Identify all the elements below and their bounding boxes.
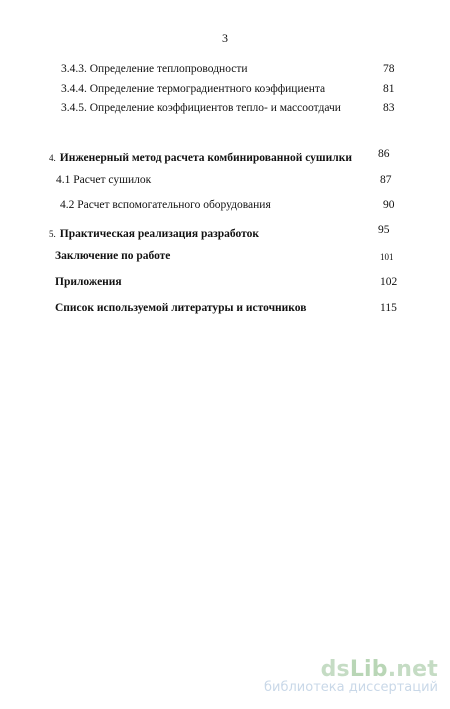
toc-entry-title xyxy=(49,224,259,242)
toc-entry-text: Инженерный метод расчета комбинированной сушилки xyxy=(59,152,352,164)
toc-entry-title: Список используемой литературы и источников xyxy=(55,302,307,314)
toc-entry-title: 3.4.3. Определение теплопроводности xyxy=(61,63,248,75)
toc-entry-page: 83 xyxy=(383,102,395,114)
toc-entry-title: 4.2 Расчет вспомогательного оборудования xyxy=(60,199,271,211)
toc-entry-page: 90 xyxy=(383,199,395,211)
toc-entry-title: 3.4.5. Определение коэффициентов тепло- и массоотдачи xyxy=(61,102,341,114)
watermark xyxy=(264,657,438,695)
toc-entry-page: 86 xyxy=(378,148,390,160)
toc-entry-page: 87 xyxy=(380,174,392,186)
toc-entry-page: 81 xyxy=(383,83,395,95)
toc-entry-title xyxy=(49,148,352,166)
toc-entry-number: 4. xyxy=(49,153,56,163)
watermark-subtitle: библиотека диссертаций xyxy=(264,680,438,695)
toc-entry-title: Заключение по работе xyxy=(55,250,171,262)
watermark-logo-lib: Lib xyxy=(349,657,388,682)
toc-entry-page: 101 xyxy=(380,252,394,262)
toc-entry-number: 5. xyxy=(49,229,56,239)
toc-entry-title: 3.4.4. Определение термоградиентного коэффициента xyxy=(61,83,326,95)
page-number: 3 xyxy=(222,31,228,45)
watermark-logo-ds: ds xyxy=(320,657,350,682)
toc-entry-page: 115 xyxy=(380,302,397,314)
toc-entry-page: 95 xyxy=(378,224,390,236)
toc-entry-page: 78 xyxy=(383,63,395,75)
toc-entry-title: Приложения xyxy=(55,276,122,288)
toc-entry-text: Практическая реализация разработок xyxy=(59,228,260,240)
toc-entry-page: 102 xyxy=(380,276,398,288)
watermark-logo-net: .net xyxy=(387,657,438,682)
watermark-logo xyxy=(264,657,438,682)
toc-entry-title: 4.1 Расчет сушилок xyxy=(56,174,152,186)
